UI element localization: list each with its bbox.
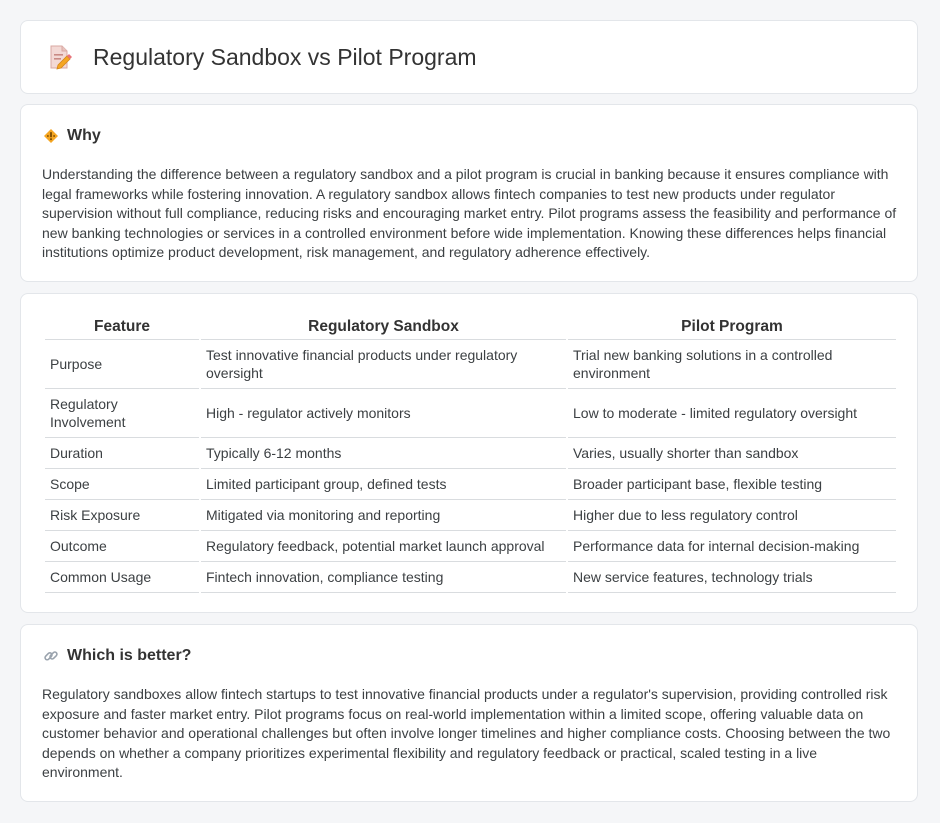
- row-pilot: Low to moderate - limited regulatory oversight: [568, 389, 896, 438]
- table-row: [45, 562, 896, 593]
- row-feature: Regulatory Involvement: [45, 389, 199, 438]
- page-title: Regulatory Sandbox vs Pilot Program: [93, 43, 477, 70]
- row-sandbox: Limited participant group, defined tests: [201, 469, 566, 500]
- why-title: Why: [67, 127, 101, 144]
- row-sandbox: Typically 6-12 months: [201, 438, 566, 469]
- link-icon: [43, 648, 59, 664]
- table-row: [45, 389, 896, 438]
- row-pilot: Broader participant base, flexible testing: [568, 469, 896, 500]
- header-pilot-program: Pilot Program: [568, 316, 896, 340]
- better-header: [43, 647, 191, 665]
- why-body: Understanding the difference between a regulatory sandbox and a pilot program is crucial in banking because it ensures compliance with legal frameworks while fostering innovation. A regulatory sandbox allows fintech companies to test new products under regulator supervision without full compliance, reducing risks and encouraging market entry. Pilot programs assess the feasibility and performance of new banking technologies or services in a controlled environment before wide implementation. Knowing these differences helps financial institutions optimize product development, risk management, and regulatory adherence effectively.: [42, 166, 897, 260]
- document-edit-icon: [45, 43, 73, 71]
- row-feature: Outcome: [45, 531, 199, 562]
- row-pilot: Performance data for internal decision-making: [568, 531, 896, 562]
- row-feature: Scope: [45, 469, 199, 500]
- row-sandbox: Fintech innovation, compliance testing: [201, 562, 566, 593]
- row-sandbox: High - regulator actively monitors: [201, 389, 566, 438]
- title-card: [20, 20, 918, 94]
- row-sandbox: Mitigated via monitoring and reporting: [201, 500, 566, 531]
- better-title: Which is better?: [67, 647, 192, 664]
- row-pilot: Trial new banking solutions in a controlled environment: [568, 340, 896, 389]
- row-feature: Risk Exposure: [45, 500, 199, 531]
- table-header-row: [45, 316, 896, 340]
- which-is-better-card: [20, 624, 918, 802]
- table-row: [45, 531, 896, 562]
- why-card: [20, 104, 918, 282]
- header-feature: Feature: [45, 316, 199, 340]
- comparison-table: [43, 316, 898, 593]
- diamond-warning-icon: [43, 128, 59, 144]
- table-row: [45, 469, 896, 500]
- table-row: [45, 438, 896, 469]
- row-feature: Duration: [45, 438, 199, 469]
- header-regulatory-sandbox: Regulatory Sandbox: [201, 316, 566, 340]
- row-feature: Common Usage: [45, 562, 199, 593]
- why-header: [43, 127, 101, 145]
- table-row: [45, 500, 896, 531]
- row-sandbox: Regulatory feedback, potential market launch approval: [201, 531, 566, 562]
- comparison-card: [20, 293, 918, 613]
- row-sandbox: Test innovative financial products under regulatory oversight: [201, 340, 566, 389]
- title-row: [45, 43, 477, 71]
- row-pilot: Higher due to less regulatory control: [568, 500, 896, 531]
- better-body: Regulatory sandboxes allow fintech startups to test innovative financial products under a regulator's supervision, providing controlled risk exposure and faster market entry. Pilot programs focus on real-world implementation within a limited scope, offering valuable data on customer behavior and operational challenges but often involve longer timelines and higher compliance costs. Choosing between the two depends on whether a company prioritizes experimental flexibility and regulatory feedback or practical, scaled testing in a live environment.: [42, 686, 891, 780]
- row-pilot: Varies, usually shorter than sandbox: [568, 438, 896, 469]
- row-feature: Purpose: [45, 340, 199, 389]
- table-row: [45, 340, 896, 389]
- row-pilot: New service features, technology trials: [568, 562, 896, 593]
